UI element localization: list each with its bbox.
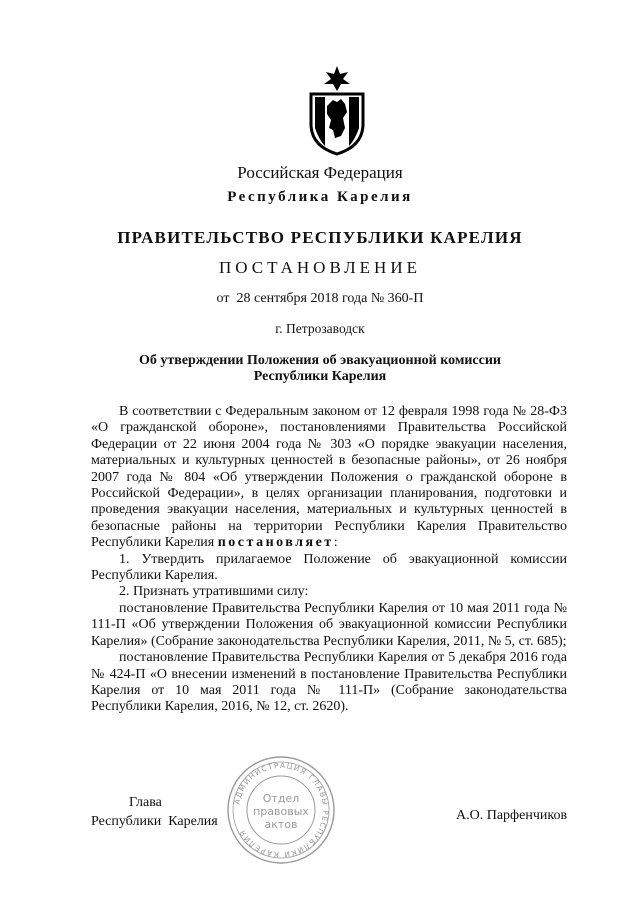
item-1-paragraph: 1. Утвердить прилагаемое Положение об эвакуационной комиссии Республики Карелия. — [91, 551, 567, 584]
item-2-paragraph: 2. Признать утратившими силу: — [119, 584, 309, 600]
country-name: Российская Федерация — [237, 163, 403, 182]
signatory-title-line-1: Глава — [129, 795, 162, 810]
repealed-act-1: постановление Правительства Республики Карелия от 10 мая 2011 года № 111-П «Об утверждении Положения об эвакуационной комиссии Республики Карелия» (Собрание законодательства Республики Карелия, 2011, № 5, ст. 685); — [91, 600, 567, 649]
preamble-end: : — [333, 535, 338, 551]
city: г. Петрозаводск — [275, 321, 365, 336]
decree-keyword: постановляет — [217, 535, 334, 551]
signatory-title-line-2: Республики Карелия — [91, 814, 218, 829]
title-line-1: Об утверждении Положения об эвакуационной комиссии — [139, 353, 501, 368]
government-heading: ПРАВИТЕЛЬСТВО РЕСПУБЛИКИ КАРЕЛИЯ — [117, 228, 523, 247]
document-type: ПОСТАНОВЛЕНИЕ — [218, 258, 421, 277]
date-number-line: от 28 сентября 2018 года № 360-П — [216, 291, 424, 306]
svg-text:актов: актов — [264, 818, 298, 831]
preamble-text: В соответствии с Федеральным законом от 12 февраля 1998 года № 28-ФЗ «О гражданской обороне», постановлениями Правительства Российской Федерации от 22 июня 2004 года № 303 «О порядке эвакуации населения, материальных и культурных ценностей в безопасные районы», от 26 ноября 2007 года № 804 «Об утверждении Положения о гражданской обороне в Российской Федерации», в целях организации планирования, подготовки и проведения эвакуации населения, материальных и культурных ценностей в безопасные районы на территории Республики Карелия Правительство Республики Карелия — [91, 404, 567, 551]
republic-name: Республика Карелия — [227, 189, 413, 205]
repealed-act-2: постановление Правительства Республики Карелия от 5 декабря 2016 года № 424-П «О внесении изменений в постановление Правительства Республики Карелия от 10 мая 2011 года № 111-П» (Собрание законодательства Республики Карелия, 2016, № 12, ст. 2620). — [91, 650, 567, 715]
svg-text:правовых: правовых — [253, 805, 309, 818]
title-line-2: Республики Карелия — [253, 369, 387, 384]
preamble-paragraph — [91, 404, 567, 552]
svg-text:АДМИНИСТРАЦИЯ ГЛАВЫ РЕСПУБЛИКИ: АДМИНИСТРАЦИЯ ГЛАВЫ РЕСПУБЛИКИ КАРЕЛИЯ — [232, 760, 331, 860]
karelia-coat-of-arms-icon — [305, 66, 369, 156]
signatory-name: А.О. Парфенчиков — [456, 808, 568, 823]
official-stamp — [226, 755, 336, 865]
signatory-title — [91, 793, 218, 831]
document-body — [91, 404, 567, 716]
document-title — [0, 353, 640, 385]
svg-text:Отдел: Отдел — [262, 792, 300, 805]
